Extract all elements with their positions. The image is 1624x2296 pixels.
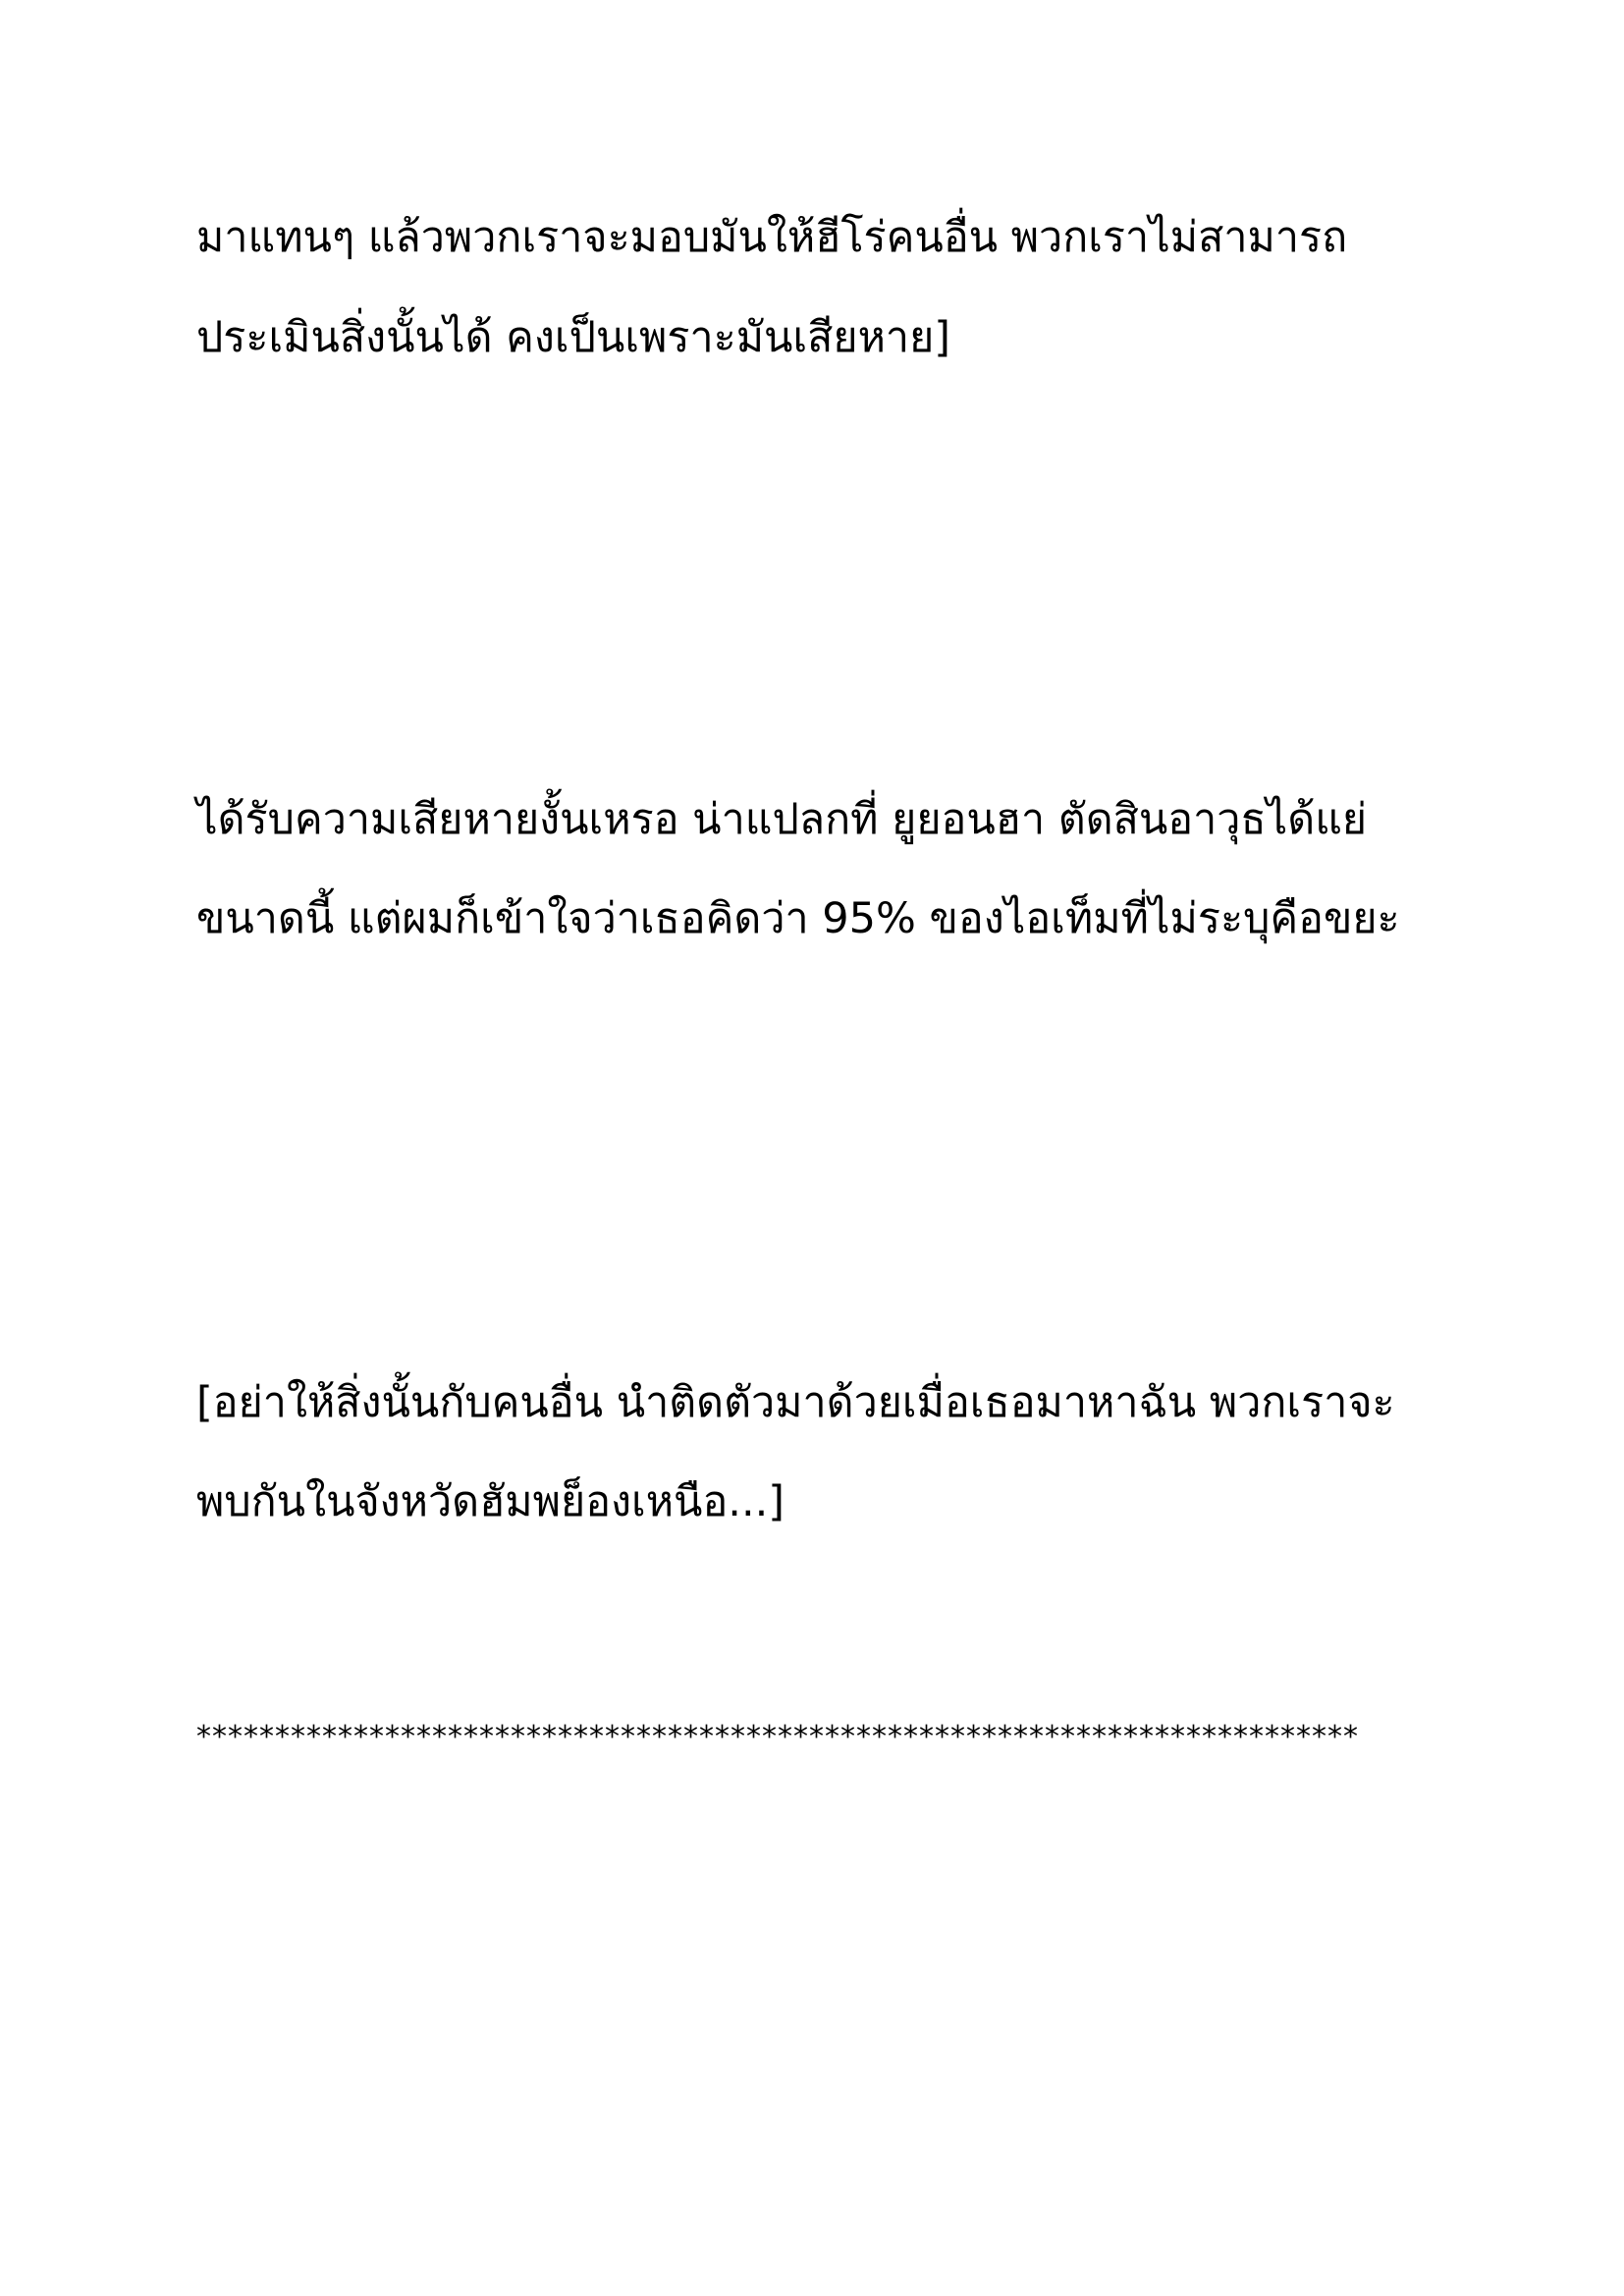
paragraph-3-line-2: พบกันในจังหวัดฮัมพย็องเหนือ...]: [196, 1477, 785, 1526]
paragraph-1-line-2: ประเมินสิ่งนั้นได้ คงเป็นเพราะมันเสียหาย]: [196, 313, 951, 362]
paragraph-2-line-1: ได้รับความเสียหายงั้นเหรอ น่าแปลกที่ ยูยอนฮา ตัดสินอาวุธได้แย่: [196, 795, 1368, 844]
paragraph-3-line-1: [อย่าให้สิ่งนั้นกับคนอื่น นำติดตัวมาด้วยเมื่อเธอมาหาฉัน พวกเราจะ: [196, 1378, 1395, 1427]
paragraph-2-line-2: ขนาดนี้ แต่ผมก็เข้าใจว่าเธอคิดว่า 95% ของไอเท็มที่ไม่ระบุคือขยะ: [196, 894, 1400, 943]
paragraph-1-line-1: มาแทนๆ แล้วพวกเราจะมอบมันให้ฮีโร่คนอื่น พวกเราไม่สามารถ: [196, 213, 1348, 262]
asterisk-separator: **************************************************************************: [196, 1720, 1359, 1754]
